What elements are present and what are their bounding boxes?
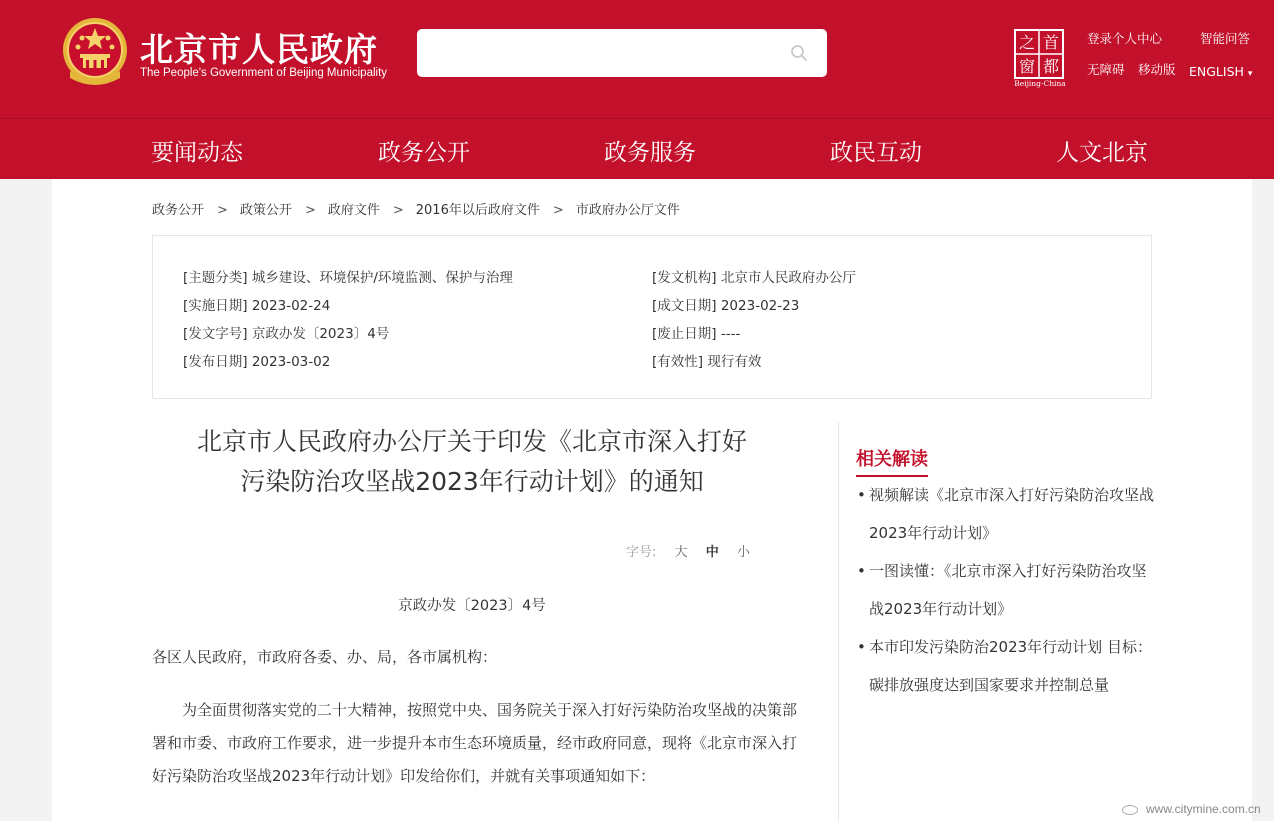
document-metadata <box>152 235 1152 399</box>
document-recipients: 各区人民政府，市政府各委、办、局，各市属机构： <box>152 648 498 666</box>
font-size-switcher <box>626 541 750 560</box>
watermark-text: www.citymine.com.cn <box>1146 802 1261 816</box>
breadcrumb-item[interactable]: 市政府办公厅文件 <box>575 203 680 218</box>
svg-text:都: 都 <box>1042 57 1060 76</box>
meta-written-date <box>652 294 799 314</box>
nav-item-news[interactable]: 要闻动态 <box>151 140 243 166</box>
watermark-logo-icon <box>1122 805 1138 815</box>
bullet-icon: • <box>857 486 866 504</box>
meta-label: [有效性] <box>652 354 704 370</box>
breadcrumb-item[interactable]: 2016年以后政府文件 <box>415 203 540 218</box>
font-size-large-button[interactable]: 大 <box>674 545 688 560</box>
meta-label: [主题分类] <box>183 270 248 286</box>
breadcrumb-separator: > <box>304 203 316 218</box>
site-header <box>0 0 1274 118</box>
nav-item-gov-affairs[interactable]: 政务公开 <box>378 140 470 166</box>
related-link[interactable] <box>857 628 1157 704</box>
column-divider <box>838 422 839 821</box>
meta-abolished-date <box>652 322 740 342</box>
meta-label: [成文日期] <box>652 298 717 314</box>
svg-text:首: 首 <box>1042 33 1060 52</box>
meta-label: [发文字号] <box>183 326 248 342</box>
meta-value: 2023-02-24 <box>251 298 331 314</box>
meta-label: [实施日期] <box>183 298 248 314</box>
breadcrumb-item[interactable]: 政府文件 <box>327 203 380 218</box>
main-nav <box>0 118 1274 179</box>
font-size-medium-button[interactable]: 中 <box>705 545 719 560</box>
related-link[interactable] <box>857 476 1157 552</box>
site-subtitle: The People's Government of Beijing Municipality <box>140 67 388 79</box>
english-link[interactable] <box>1189 64 1252 79</box>
meta-value: 2023-02-23 <box>720 298 800 314</box>
svg-text:Beijing-China: Beijing-China <box>1014 79 1066 88</box>
meta-value: 城乡建设、环境保护/环境监测、保护与治理 <box>251 270 513 286</box>
svg-text:之: 之 <box>1018 33 1036 52</box>
breadcrumb-item[interactable]: 政策公开 <box>239 203 292 218</box>
meta-effective-date <box>183 294 330 314</box>
nav-item-culture[interactable]: 人文北京 <box>1056 140 1148 166</box>
document-title-line: 污染防治攻坚战2023年行动计划》的通知 <box>240 467 704 496</box>
search-icon[interactable] <box>790 44 808 62</box>
nav-item-interaction[interactable]: 政民互动 <box>830 140 922 166</box>
chevron-down-icon: ▾ <box>1247 69 1253 79</box>
related-link-text: 视频解读《北京市深入打好污染防治攻坚战2023年行动计划》 <box>869 486 1155 542</box>
meta-value: ---- <box>720 326 741 342</box>
bullet-icon: • <box>857 562 866 580</box>
related-interpretations-list <box>857 476 1157 704</box>
bullet-icon: • <box>857 638 866 656</box>
document-title-line: 北京市人民政府办公厅关于印发《北京市深入打好 <box>196 427 747 456</box>
site-title[interactable]: 北京市人民政府 <box>140 30 378 69</box>
meta-topic <box>183 266 513 286</box>
meta-published-date <box>183 350 330 370</box>
meta-value: 京政办发〔2023〕4号 <box>251 326 390 342</box>
search-input[interactable] <box>429 37 779 69</box>
related-interpretations-title: 相关解读 <box>856 445 928 477</box>
meta-issuer <box>652 266 856 286</box>
breadcrumb-separator: > <box>217 203 228 218</box>
meta-value: 现行有效 <box>707 354 762 370</box>
breadcrumb-separator: > <box>552 203 564 218</box>
document-number: 京政办发〔2023〕4号 <box>398 598 546 614</box>
related-link[interactable] <box>857 552 1157 628</box>
related-link-text: 一图读懂：《北京市深入打好污染防治攻坚战2023年行动计划》 <box>869 562 1147 618</box>
document-body-paragraph: 为全面贯彻落实党的二十大精神，按照党中央、国务院关于深入打好污染防治攻坚战的决策部署和市委、市政府工作要求，进一步提升本市生态环境质量，经市政府同意，现将《北京市深入打好污染防治攻坚战2023年行动计划》印发给你们，并就有关事项通知如下： <box>152 701 798 785</box>
mobile-version-link[interactable]: 移动版 <box>1138 62 1176 77</box>
meta-validity <box>652 350 761 370</box>
search-box <box>417 29 827 77</box>
meta-label: [废止日期] <box>652 326 717 342</box>
meta-value: 2023-03-02 <box>251 354 331 370</box>
meta-label: [发布日期] <box>183 354 248 370</box>
svg-text:窗: 窗 <box>1018 57 1036 76</box>
capital-window-icon <box>1013 28 1069 88</box>
document-title <box>152 422 792 502</box>
breadcrumb <box>152 199 680 218</box>
content-panel <box>52 179 1252 821</box>
smart-qa-link[interactable]: 智能问答 <box>1200 31 1251 46</box>
national-emblem-icon[interactable] <box>60 16 130 88</box>
font-size-label: 字号: <box>626 545 657 560</box>
breadcrumb-item[interactable]: 政务公开 <box>152 203 205 218</box>
related-link-text: 本市印发污染防治2023年行动计划 目标：碳排放强度达到国家要求并控制总量 <box>869 638 1152 694</box>
font-size-small-button[interactable]: 小 <box>736 545 750 560</box>
english-label: ENGLISH <box>1189 64 1244 79</box>
accessibility-link[interactable]: 无障碍 <box>1087 62 1125 77</box>
breadcrumb-separator: > <box>392 203 404 218</box>
meta-label: [发文机构] <box>652 270 717 286</box>
nav-item-gov-services[interactable]: 政务服务 <box>604 140 696 166</box>
capital-window-logo[interactable] <box>1013 28 1069 88</box>
meta-value: 北京市人民政府办公厅 <box>720 270 856 286</box>
login-link[interactable]: 登录个人中心 <box>1087 31 1163 46</box>
meta-doc-number <box>183 322 389 342</box>
watermark <box>1122 802 1261 816</box>
